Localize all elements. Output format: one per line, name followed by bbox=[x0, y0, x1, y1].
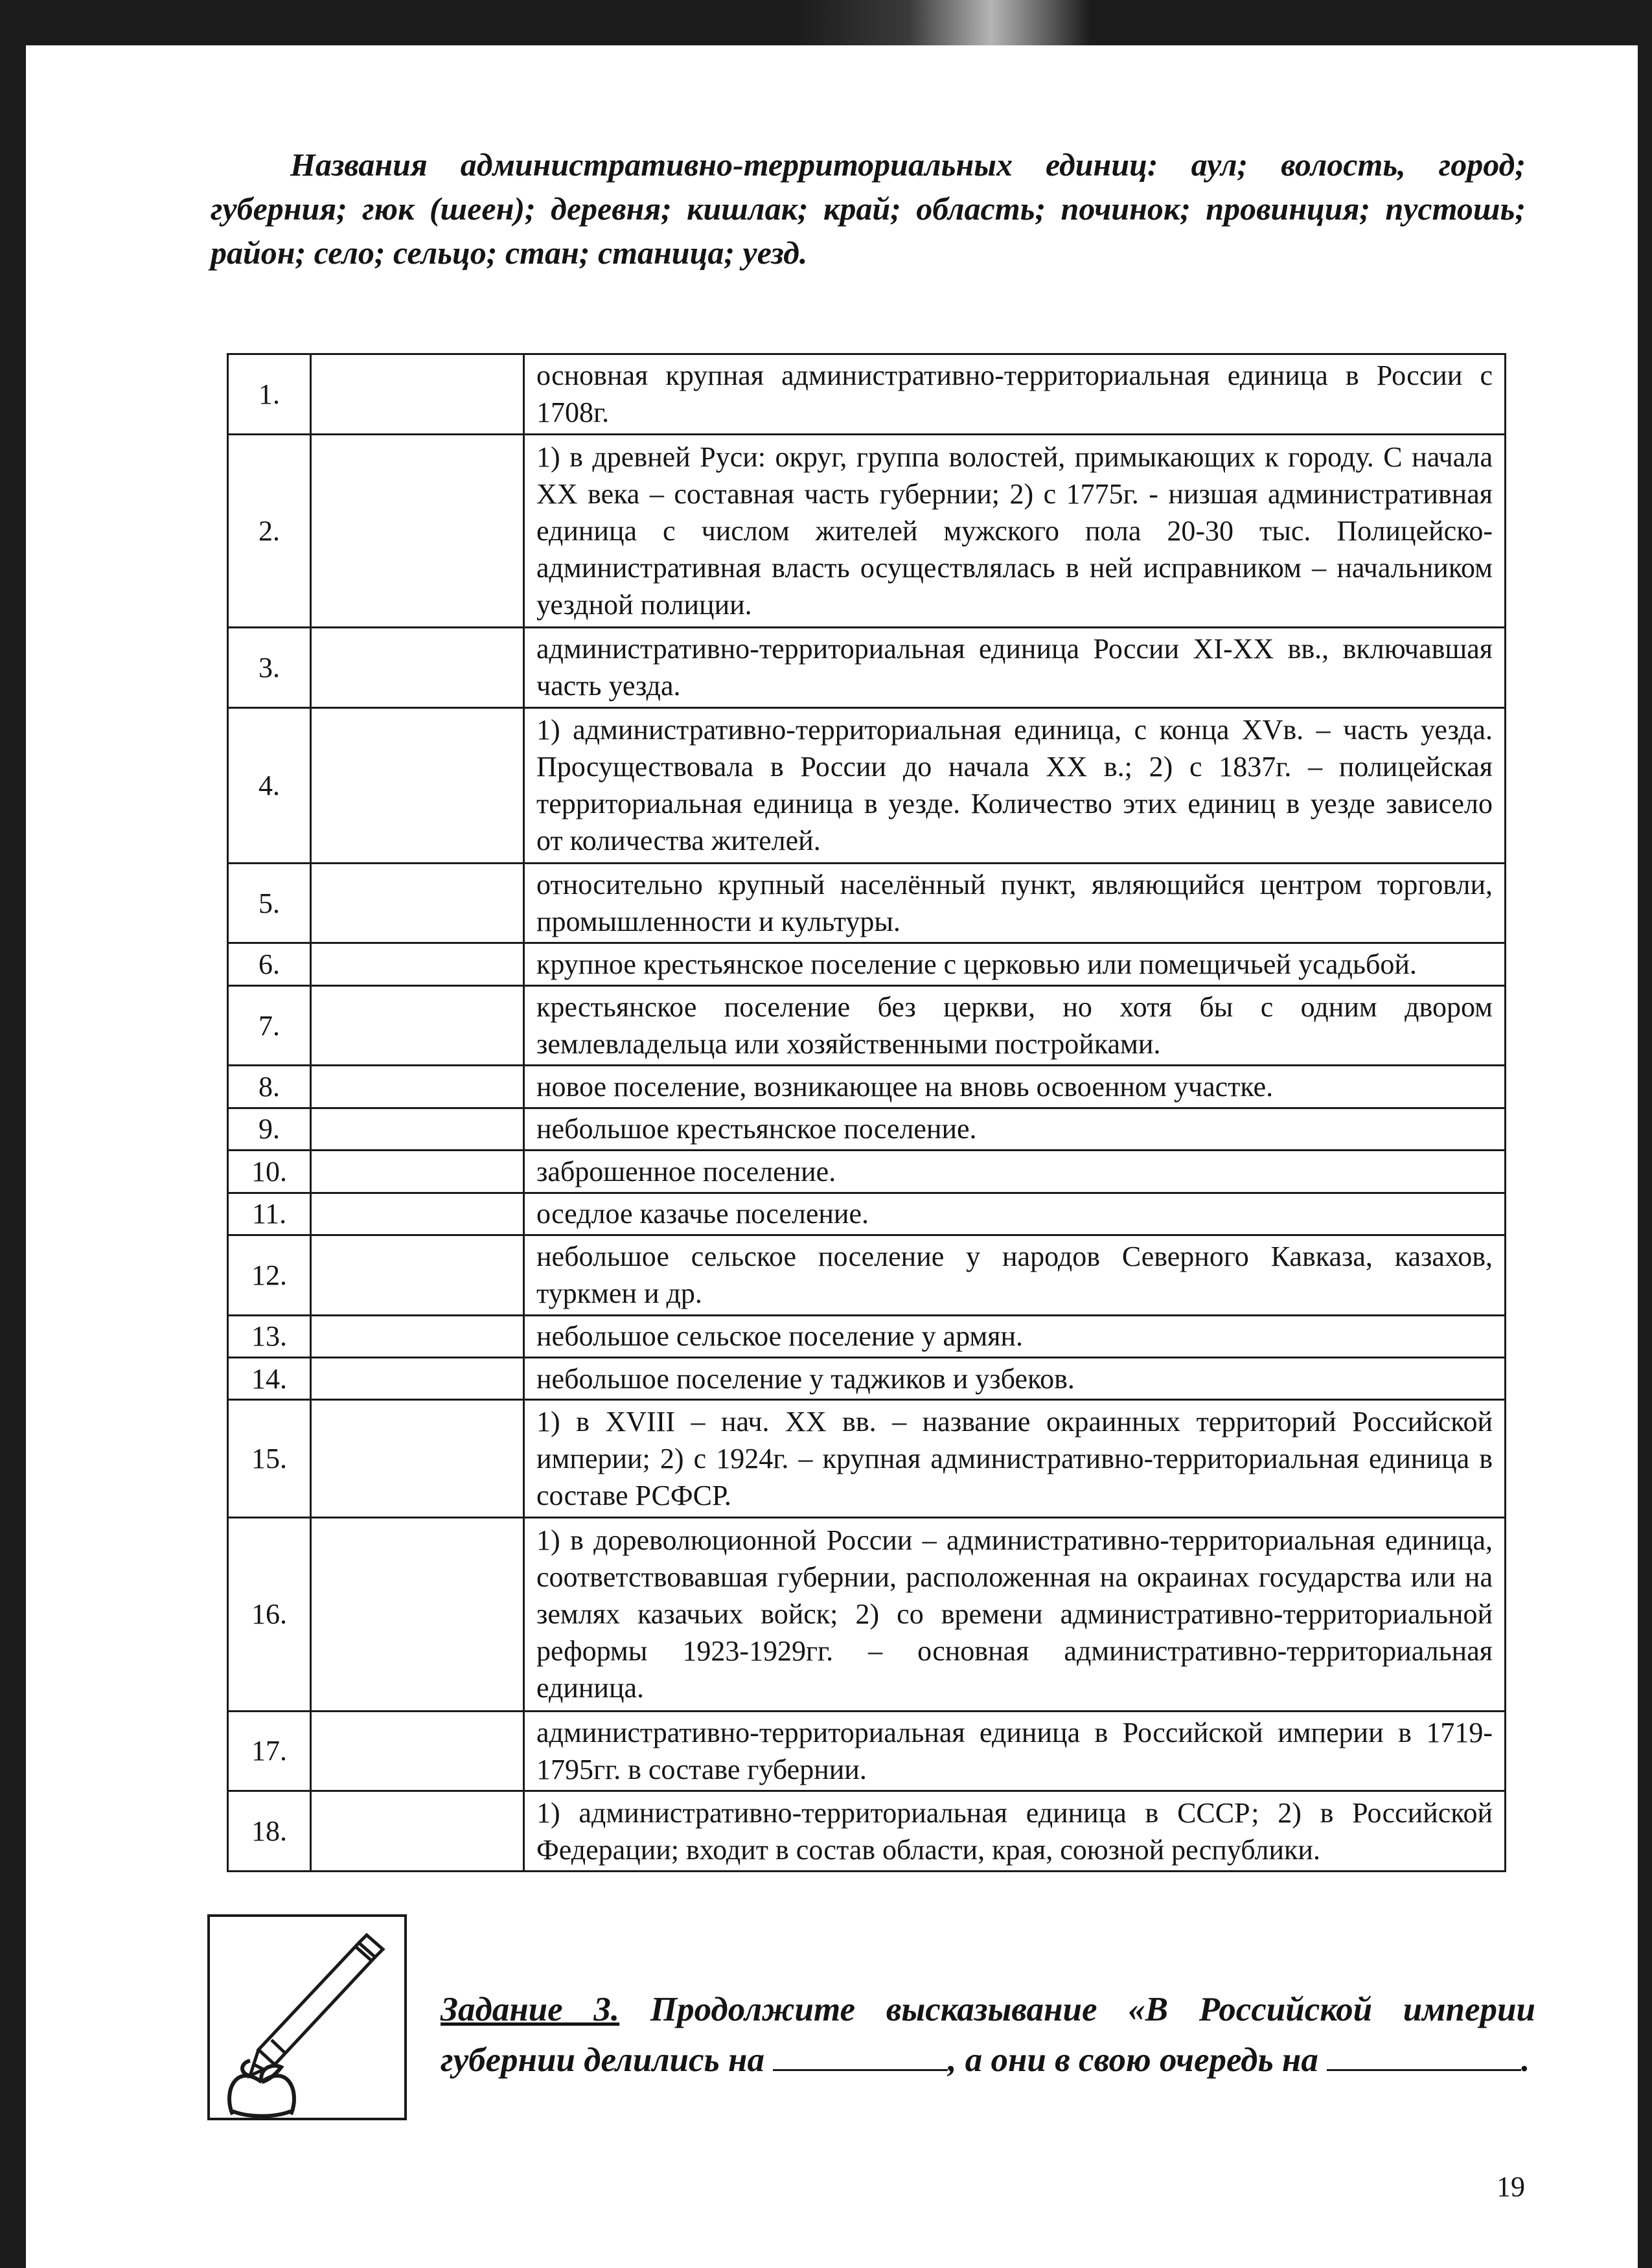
row-number: 16. bbox=[228, 1518, 311, 1711]
answer-cell[interactable] bbox=[311, 1400, 524, 1518]
row-number: 15. bbox=[228, 1400, 311, 1518]
answer-blank-2[interactable] bbox=[1327, 2043, 1521, 2071]
task-label: Задание 3. bbox=[441, 1991, 620, 2028]
answer-cell[interactable] bbox=[311, 354, 524, 435]
answer-cell[interactable] bbox=[311, 1791, 524, 1872]
answer-cell[interactable] bbox=[311, 1357, 524, 1399]
definition-cell: крестьянское поселение без церкви, но хотя бы с одним двором землевладельца или хозяйственными постройками. bbox=[524, 985, 1506, 1066]
definition-cell: относительно крупный населённый пункт, являющийся центром торговли, промышленности и культуры. bbox=[524, 863, 1506, 943]
scan-edge-right bbox=[1638, 0, 1652, 2268]
definition-cell: 1) в древней Руси: округ, группа волостей, примыкающих к городу. С начала XX века – составная часть губернии; 2) с 1775г. - низшая административная единица с числом жителей мужского пола 20-30 тыс. Полицейско-административная власть осуществлялась в ней исправником – начальником уездной полиции. bbox=[524, 434, 1506, 627]
scan-edge-left bbox=[0, 0, 26, 2268]
row-number: 8. bbox=[228, 1066, 311, 1108]
pencil-writing-icon bbox=[207, 1914, 407, 2120]
row-number: 17. bbox=[228, 1711, 311, 1791]
table-row bbox=[228, 1108, 1506, 1150]
definition-cell: 1) в XVIII – нач. XX вв. – название окраинных территорий Российской империи; 2) с 1924г. – крупная административно-территориальная единица в составе РСФСР. bbox=[524, 1400, 1506, 1518]
table-row bbox=[228, 1357, 1506, 1399]
answer-cell[interactable] bbox=[311, 1108, 524, 1150]
answer-blank-1[interactable] bbox=[773, 2043, 948, 2071]
row-number: 9. bbox=[228, 1108, 311, 1150]
answer-cell[interactable] bbox=[311, 1066, 524, 1108]
answer-cell[interactable] bbox=[311, 1518, 524, 1711]
table-row bbox=[228, 1315, 1506, 1357]
definition-cell: небольшое крестьянское поселение. bbox=[524, 1108, 1506, 1150]
definition-cell: 1) административно-территориальная единица в СССР; 2) в Российской Федерации; входит в состав области, края, союзной республики. bbox=[524, 1791, 1506, 1872]
answer-cell[interactable] bbox=[311, 1235, 524, 1315]
answer-cell[interactable] bbox=[311, 1193, 524, 1235]
row-number: 12. bbox=[228, 1235, 311, 1315]
page-number: 19 bbox=[1497, 2171, 1525, 2203]
table-row bbox=[228, 1400, 1506, 1518]
units-table bbox=[227, 353, 1506, 1872]
table-row bbox=[228, 943, 1506, 985]
answer-cell[interactable] bbox=[311, 1711, 524, 1791]
row-number: 4. bbox=[228, 707, 311, 863]
definition-cell: 1) административно-территориальная единица, с конца XVв. – часть уезда. Просуществовала в России до начала XX в.; 2) с 1837г. – полицейская территориальная единица в уезде. Количество этих единиц в уезде зависело от количества жителей. bbox=[524, 707, 1506, 863]
table-row bbox=[228, 863, 1506, 943]
row-number: 1. bbox=[228, 354, 311, 435]
row-number: 3. bbox=[228, 627, 311, 707]
table-row bbox=[228, 354, 1506, 435]
row-number: 14. bbox=[228, 1357, 311, 1399]
definition-cell: оседлое казачье поселение. bbox=[524, 1193, 1506, 1235]
answer-cell[interactable] bbox=[311, 863, 524, 943]
answer-cell[interactable] bbox=[311, 1315, 524, 1357]
table-row bbox=[228, 434, 1506, 627]
row-number: 11. bbox=[228, 1193, 311, 1235]
task-text-part1: Продолжите высказывание «В Российской империи губернии делились на bbox=[441, 1991, 1536, 2079]
intro-paragraph bbox=[211, 143, 1526, 275]
answer-cell[interactable] bbox=[311, 985, 524, 1066]
row-number: 13. bbox=[228, 1315, 311, 1357]
definition-cell: небольшое поселение у таджиков и узбеков. bbox=[524, 1357, 1506, 1399]
definition-cell: новое поселение, возникающее на вновь освоенном участке. bbox=[524, 1066, 1506, 1108]
row-number: 5. bbox=[228, 863, 311, 943]
table-row bbox=[228, 627, 1506, 707]
definition-cell: заброшенное поселение. bbox=[524, 1151, 1506, 1193]
definition-cell: крупное крестьянское поселение с церковью или помещичьей усадьбой. bbox=[524, 943, 1506, 985]
row-number: 10. bbox=[228, 1151, 311, 1193]
pencil-writing-icon-graphic bbox=[210, 1917, 404, 2118]
definition-cell: административно-территориальная единица России XI-XX вв., включавшая часть уезда. bbox=[524, 627, 1506, 707]
definition-cell: небольшое сельское поселение у народов Северного Кавказа, казахов, туркмен и др. bbox=[524, 1235, 1506, 1315]
task-text-part2: , а они в свою очередь на bbox=[948, 2041, 1318, 2079]
task-3 bbox=[441, 1984, 1535, 2085]
row-number: 6. bbox=[228, 943, 311, 985]
row-number: 18. bbox=[228, 1791, 311, 1872]
units-table-body bbox=[228, 354, 1506, 1872]
answer-cell[interactable] bbox=[311, 943, 524, 985]
table-row bbox=[228, 1518, 1506, 1711]
table-row bbox=[228, 1193, 1506, 1235]
definition-cell: основная крупная административно-территориальная единица в России с 1708г. bbox=[524, 354, 1506, 435]
table-row bbox=[228, 1066, 1506, 1108]
table-row bbox=[228, 985, 1506, 1066]
definition-cell: небольшое сельское поселение у армян. bbox=[524, 1315, 1506, 1357]
answer-cell[interactable] bbox=[311, 1151, 524, 1193]
table-row bbox=[228, 707, 1506, 863]
definition-cell: административно-территориальная единица в Российской империи в 1719-1795гг. в составе губернии. bbox=[524, 1711, 1506, 1791]
row-number: 2. bbox=[228, 434, 311, 627]
answer-cell[interactable] bbox=[311, 434, 524, 627]
task-text-end: . bbox=[1521, 2041, 1530, 2079]
table-row bbox=[228, 1791, 1506, 1872]
scan-edge-top bbox=[0, 0, 1652, 45]
table-row bbox=[228, 1151, 1506, 1193]
answer-cell[interactable] bbox=[311, 627, 524, 707]
row-number: 7. bbox=[228, 985, 311, 1066]
intro-list: аул; волость, город; губерния; гюк (шеен); деревня; кишлак; край; область; починок; провинция; пустошь; район; село; сельцо; стан; станица; уезд. bbox=[211, 146, 1526, 271]
intro-lead: Названия административно-территориальных единиц: bbox=[290, 146, 1158, 183]
answer-cell[interactable] bbox=[311, 707, 524, 863]
table-row bbox=[228, 1711, 1506, 1791]
table-row bbox=[228, 1235, 1506, 1315]
definition-cell: 1) в дореволюционной России – административно-территориальная единица, соответствовавшая губернии, расположенная на окраинах государства или на землях казачьих войск; 2) со времени административно-территориальной реформы 1923-1929гг. – основная административно-территориальная единица. bbox=[524, 1518, 1506, 1711]
